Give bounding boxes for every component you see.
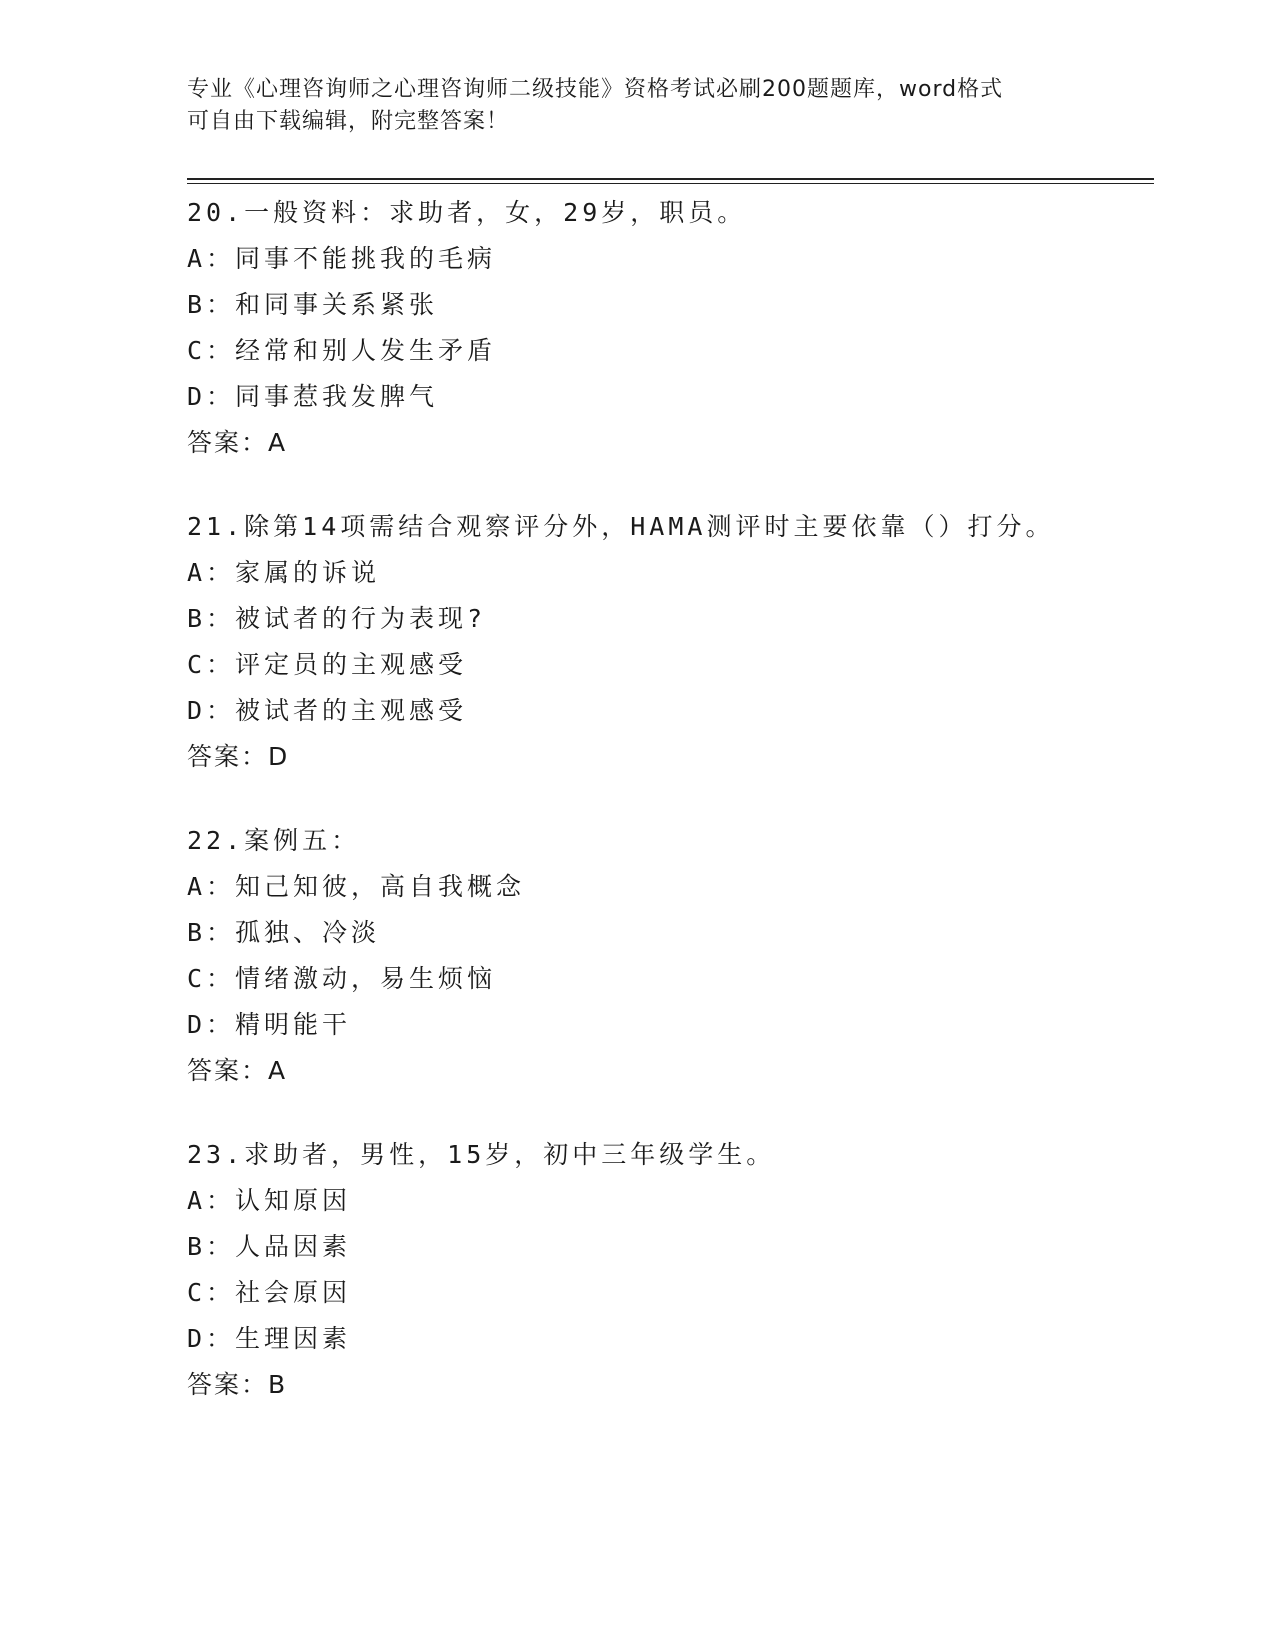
option-b: B：和同事关系紧张: [187, 290, 439, 319]
option-b: B：人品因素: [187, 1232, 352, 1261]
option-d: D：被试者的主观感受: [187, 696, 468, 725]
answer-line: 答案：B: [187, 1370, 288, 1399]
option-c: C：评定员的主观感受: [187, 650, 468, 679]
question-20: [187, 190, 1154, 466]
answer-line: 答案：A: [187, 428, 288, 457]
option-a: A：同事不能挑我的毛病: [187, 244, 497, 273]
question-stem: 23.求助者，男性，15岁，初中三年级学生。: [187, 1140, 776, 1169]
option-c: C：经常和别人发生矛盾: [187, 336, 497, 365]
header-line-1: 专业《心理咨询师之心理咨询师二级技能》资格考试必刷200题题库，word格式: [187, 77, 1004, 102]
header-divider-thick: [187, 178, 1154, 180]
option-a: A：家属的诉说: [187, 558, 381, 587]
question-23: [187, 1132, 1154, 1408]
option-d: D：生理因素: [187, 1324, 352, 1353]
question-stem: 20.一般资料：求助者，女，29岁，职员。: [187, 198, 747, 227]
question-stem: 21.除第14项需结合观察评分外，HAMA测评时主要依靠（）打分。: [187, 512, 1055, 541]
option-b: B：孤独、冷淡: [187, 918, 381, 947]
answer-line: 答案：D: [187, 742, 290, 771]
question-21: [187, 504, 1154, 780]
option-c: C：情绪激动，易生烦恼: [187, 964, 497, 993]
question-22: [187, 818, 1154, 1094]
question-list: [187, 190, 1154, 1446]
option-d: D：精明能干: [187, 1010, 352, 1039]
answer-line: 答案：A: [187, 1056, 288, 1085]
option-b: B：被试者的行为表现?: [187, 604, 487, 633]
header-divider-thin: [187, 183, 1154, 184]
question-stem: 22.案例五：: [187, 826, 361, 855]
option-d: D：同事惹我发脾气: [187, 382, 439, 411]
option-a: A：认知原因: [187, 1186, 352, 1215]
option-c: C：社会原因: [187, 1278, 352, 1307]
header-line-2: 可自由下载编辑，附完整答案！: [187, 109, 510, 134]
document-header: [187, 74, 1087, 138]
option-a: A：知己知彼，高自我概念: [187, 872, 526, 901]
